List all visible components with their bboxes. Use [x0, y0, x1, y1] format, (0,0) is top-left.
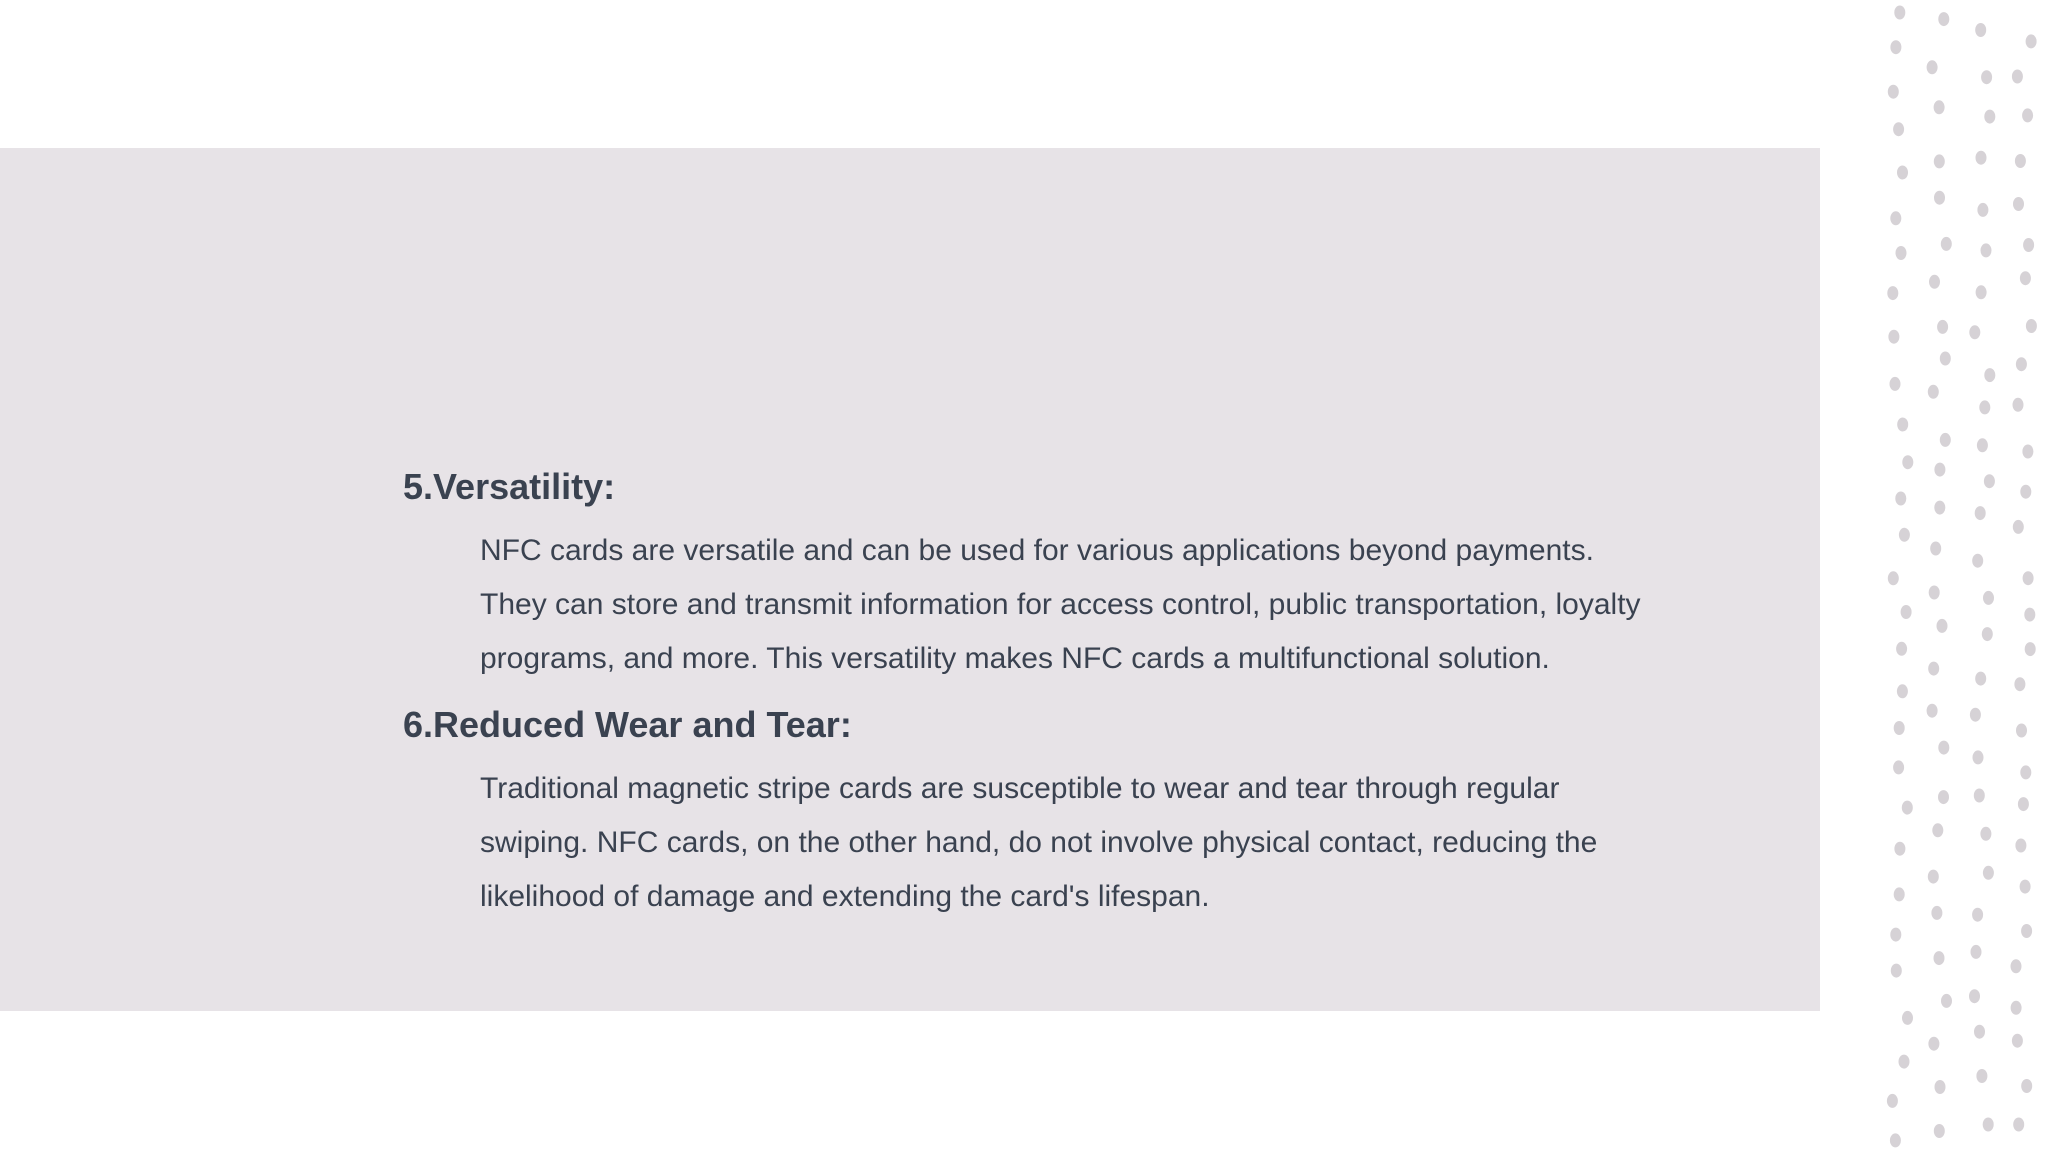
decorative-dot	[1888, 571, 1899, 585]
decorative-dot	[1980, 827, 1991, 841]
decorative-dot	[1902, 455, 1913, 469]
decorative-dot	[2016, 357, 2027, 371]
section-title: 6.Reduced Wear and Tear:	[403, 704, 852, 745]
decorative-dot	[1940, 433, 1951, 447]
decorative-dot	[1928, 870, 1939, 884]
decorative-dot	[1938, 12, 1949, 26]
decorative-dot	[1893, 760, 1904, 774]
decorative-dot	[1888, 330, 1899, 344]
decorative-dot	[1974, 789, 1985, 803]
decorative-dot	[2016, 724, 2027, 738]
decorative-dot	[2020, 880, 2031, 894]
decorative-dot	[1929, 275, 1940, 289]
decorative-dot	[1971, 945, 1982, 959]
decorative-dot	[2022, 108, 2033, 122]
decorative-dot	[1934, 1124, 1945, 1138]
decorative-dot	[1890, 40, 1901, 54]
decorative-dot	[1975, 506, 1986, 520]
decorative-dot	[1890, 1133, 1901, 1147]
decorative-dot	[2021, 924, 2032, 938]
decorative-dot	[2022, 445, 2033, 459]
decorative-dot	[2020, 271, 2031, 285]
decorative-dot-pattern	[1840, 0, 2048, 1152]
decorative-dot	[1894, 6, 1905, 20]
decorative-dot	[1930, 542, 1941, 556]
decorative-dot	[1974, 1025, 1985, 1039]
decorative-dot	[1934, 191, 1945, 205]
decorative-dot	[1972, 908, 1983, 922]
decorative-dot	[1902, 801, 1913, 815]
decorative-dot	[1976, 1069, 1987, 1083]
decorative-dot	[2013, 1118, 2024, 1132]
decorative-dot	[1972, 554, 1983, 568]
section-versatility	[403, 462, 1663, 686]
decorative-dot	[1937, 619, 1948, 633]
decorative-dot	[2023, 571, 2034, 585]
decorative-dot	[1896, 642, 1907, 656]
decorative-dot	[1969, 325, 1980, 339]
decorative-dot	[2012, 70, 2023, 84]
decorative-dot	[2013, 520, 2024, 534]
decorative-dot	[1934, 951, 1945, 965]
decorative-dot	[1902, 1011, 1913, 1025]
decorative-dot	[1940, 352, 1951, 366]
decorative-dot	[1890, 211, 1901, 225]
decorative-dot	[1976, 151, 1987, 165]
decorative-dot	[2024, 608, 2035, 622]
decorative-dot	[1981, 70, 1992, 84]
decorative-dot	[1977, 438, 1988, 452]
decorative-dot	[1976, 285, 1987, 299]
decorative-dot	[1941, 237, 1952, 251]
decorative-dot	[1934, 501, 1945, 515]
decorative-dot	[1941, 994, 1952, 1008]
decorative-dot	[1891, 964, 1902, 978]
decorative-dot	[2011, 959, 2022, 973]
section-body: NFC cards are versatile and can be used for various applications beyond payments. They can store and transmit information for access control, public transportation, loyalty programs, and more. This versatility makes NFC cards a multifunctional solution.	[480, 534, 1641, 675]
decorative-dot	[1969, 989, 1980, 1003]
decorative-dot	[1932, 823, 1943, 837]
decorative-dot	[1983, 866, 1994, 880]
decorative-dot	[2013, 197, 2024, 211]
decorative-dot	[1895, 492, 1906, 506]
decorative-dot	[1890, 928, 1901, 942]
decorative-dot	[1938, 790, 1949, 804]
decorative-dot	[1927, 704, 1938, 718]
decorative-dot	[1894, 887, 1905, 901]
decorative-dot	[1894, 721, 1905, 735]
decorative-dot	[2015, 839, 2026, 853]
decorative-dot	[1894, 842, 1905, 856]
decorative-dot	[1887, 286, 1898, 300]
decorative-dot	[1934, 154, 1945, 168]
decorative-dot	[2011, 1001, 2022, 1015]
decorative-dot	[1890, 377, 1901, 391]
decorative-dot	[1928, 1037, 1939, 1051]
decorative-dot	[1897, 684, 1908, 698]
decorative-dot	[1981, 243, 1992, 257]
decorative-dot	[2013, 398, 2024, 412]
decorative-dot	[1984, 110, 1995, 124]
decorative-dot	[2025, 642, 2036, 656]
decorative-dot	[2026, 319, 2037, 333]
decorative-dot	[1928, 385, 1939, 399]
decorative-dot	[2020, 765, 2031, 779]
decorative-dot	[1984, 474, 1995, 488]
decorative-dot	[1975, 23, 1986, 37]
decorative-dot	[1899, 1055, 1910, 1069]
decorative-dot	[1973, 750, 1984, 764]
decorative-dot	[2020, 485, 2031, 499]
decorative-dot	[2023, 238, 2034, 252]
decorative-dot	[1937, 320, 1948, 334]
decorative-dot	[1935, 1080, 1946, 1094]
decorative-dot	[1984, 368, 1995, 382]
decorative-dot	[2012, 1034, 2023, 1048]
decorative-dot	[1901, 605, 1912, 619]
decorative-dot	[1927, 60, 1938, 74]
section-title: 5.Versatility:	[403, 466, 616, 507]
decorative-dot	[1928, 662, 1939, 676]
decorative-dot	[1975, 672, 1986, 686]
content-block	[403, 462, 1663, 924]
decorative-dot	[1982, 627, 1993, 641]
decorative-dot	[1931, 906, 1942, 920]
decorative-dot	[2015, 154, 2026, 168]
section-body: Traditional magnetic stripe cards are susceptible to wear and tear through regular swiping. NFC cards, on the other hand, do not involve physical contact, reducing the likelihood of damage and extending the card's lifespan.	[480, 772, 1598, 913]
decorative-dot	[1896, 246, 1907, 260]
decorative-dot	[1929, 586, 1940, 600]
decorative-dot	[2026, 34, 2037, 48]
decorative-dot	[1979, 400, 1990, 414]
decorative-dot	[1888, 85, 1899, 99]
decorative-dot	[2021, 1079, 2032, 1093]
decorative-dot	[2018, 797, 2029, 811]
section-reduced-wear	[403, 700, 1663, 924]
decorative-dot	[1887, 1094, 1898, 1108]
decorative-dot	[1977, 203, 1988, 217]
decorative-dot	[1983, 591, 1994, 605]
decorative-dot	[1934, 100, 1945, 114]
decorative-dot	[1899, 528, 1910, 542]
decorative-dot	[1897, 418, 1908, 432]
decorative-dot	[1893, 122, 1904, 136]
decorative-dot	[1938, 741, 1949, 755]
decorative-dot	[2014, 677, 2025, 691]
decorative-dot	[1934, 463, 1945, 477]
decorative-dot	[1970, 708, 1981, 722]
decorative-dot	[1983, 1118, 1994, 1132]
decorative-dot	[1897, 166, 1908, 180]
